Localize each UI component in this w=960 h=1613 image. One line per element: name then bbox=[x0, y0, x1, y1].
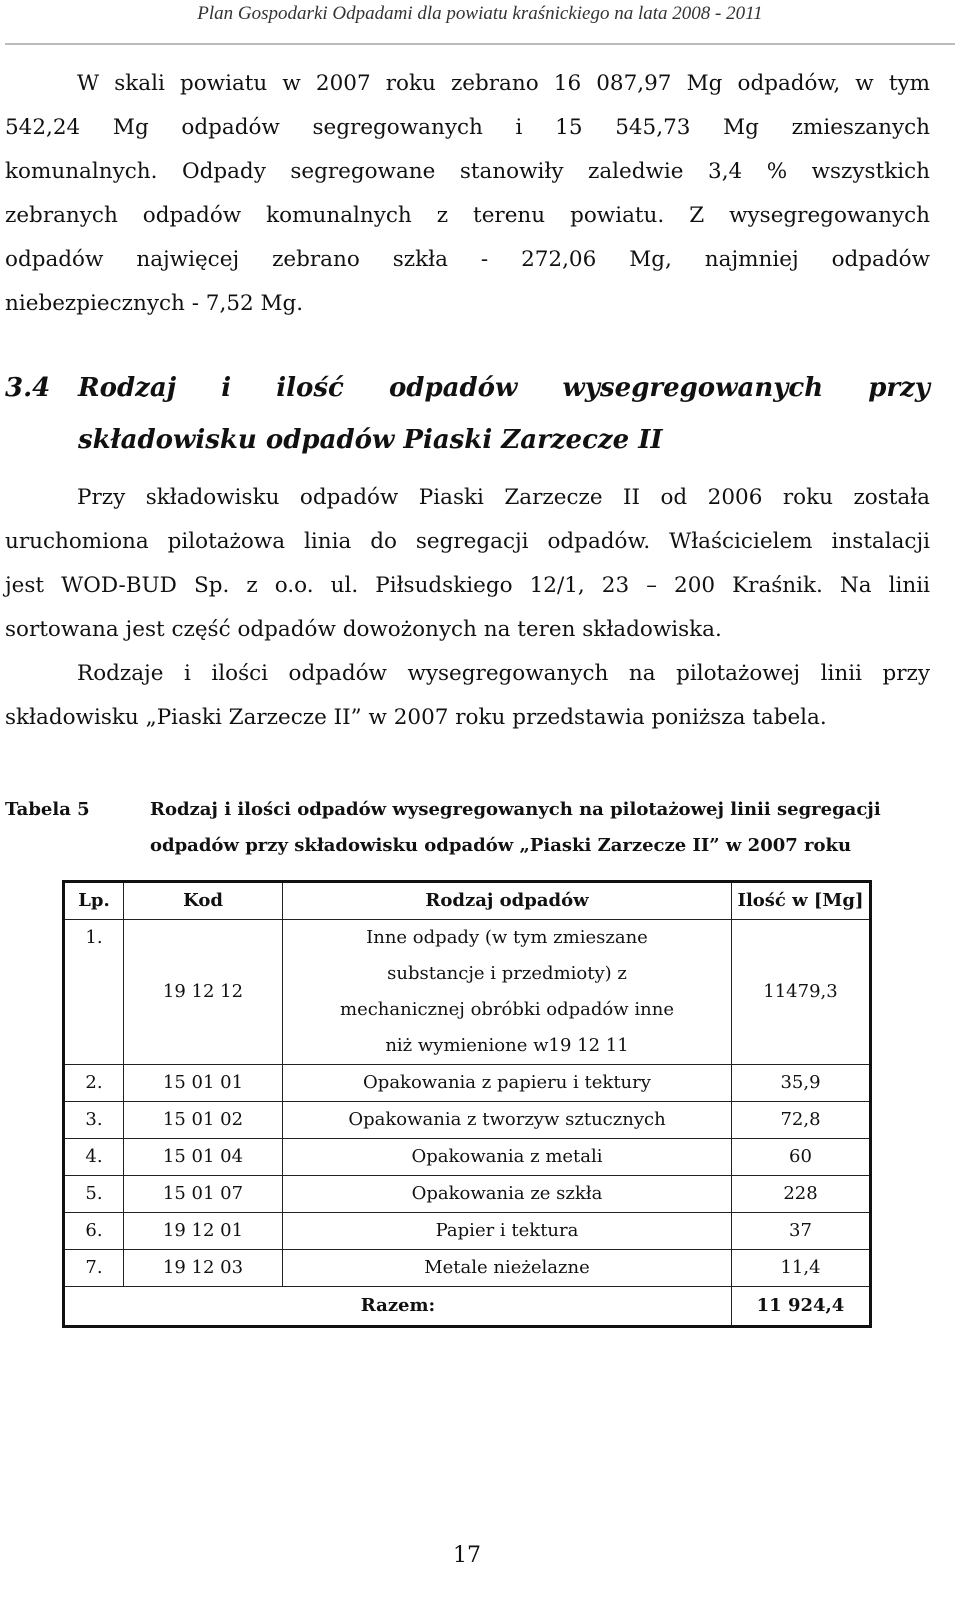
cell-kod: 15 01 01 bbox=[124, 1065, 283, 1102]
text-line: Przy składowisku odpadów Piaski Zarzecze II od 2006 roku została bbox=[77, 485, 930, 510]
waste-table bbox=[62, 880, 872, 1328]
cell-rodzaj bbox=[283, 920, 732, 1065]
cell-rodzaj: Papier i tektura bbox=[283, 1213, 732, 1250]
text-line: jest WOD-BUD Sp. z o.o. ul. Piłsudskiego 12/1, 23 – 200 Kraśnik. Na linii bbox=[5, 573, 930, 598]
cell-kod: 19 12 01 bbox=[124, 1213, 283, 1250]
cell-kod: 15 01 02 bbox=[124, 1102, 283, 1139]
table-total-row bbox=[64, 1287, 871, 1327]
cell-ilosc: 72,8 bbox=[732, 1102, 871, 1139]
section-number: 3.4 bbox=[5, 373, 51, 403]
text-line: zebranych odpadów komunalnych z terenu powiatu. Z wysegregowanych bbox=[5, 203, 930, 228]
cell-rodzaj: Opakowania ze szkła bbox=[283, 1176, 732, 1213]
header-kod: Kod bbox=[124, 882, 283, 920]
cell-rodzaj: Opakowania z metali bbox=[283, 1139, 732, 1176]
text-line: niebezpiecznych - 7,52 Mg. bbox=[5, 291, 304, 316]
cell-rodzaj: Metale nieżelazne bbox=[283, 1250, 732, 1287]
total-value: 11 924,4 bbox=[732, 1287, 871, 1327]
table-caption-line: Rodzaj i ilości odpadów wysegregowanych na pilotażowej linii segregacji bbox=[150, 799, 881, 820]
cell-lp: 7. bbox=[64, 1250, 124, 1287]
cell-kod: 19 12 03 bbox=[124, 1250, 283, 1287]
cell-rodzaj: Opakowania z tworzyw sztucznych bbox=[283, 1102, 732, 1139]
cell-rodzaj-line: mechanicznej obróbki odpadów inne bbox=[340, 999, 674, 1020]
table-row bbox=[64, 1102, 871, 1139]
cell-lp: 3. bbox=[64, 1102, 124, 1139]
intro-paragraph bbox=[5, 62, 930, 326]
cell-rodzaj-line: niż wymienione w19 12 11 bbox=[385, 1035, 629, 1056]
cell-kod: 15 01 07 bbox=[124, 1176, 283, 1213]
table-row bbox=[64, 1213, 871, 1250]
header-ilosc: Ilość w [Mg] bbox=[732, 882, 871, 920]
text-line: odpadów najwięcej zebrano szkła - 272,06 Mg, najmniej odpadów bbox=[5, 247, 930, 272]
section-heading bbox=[5, 362, 930, 466]
cell-kod: 19 12 12 bbox=[124, 920, 283, 1065]
body-paragraph bbox=[5, 476, 930, 740]
cell-lp: 6. bbox=[64, 1213, 124, 1250]
text-line: uruchomiona pilotażowa linia do segregacji odpadów. Właścicielem instalacji bbox=[5, 529, 930, 554]
table-caption-line: odpadów przy składowisku odpadów „Piaski Zarzecze II” w 2007 roku bbox=[150, 835, 852, 856]
cell-rodzaj-line: Inne odpady (w tym zmieszane bbox=[366, 927, 648, 948]
table-row bbox=[64, 1176, 871, 1213]
cell-ilosc: 228 bbox=[732, 1176, 871, 1213]
text-line: 542,24 Mg odpadów segregowanych i 15 545,73 Mg zmieszanych bbox=[5, 115, 930, 140]
table-header-row bbox=[64, 882, 871, 920]
table-label: Tabela 5 bbox=[5, 799, 90, 820]
table-caption bbox=[150, 792, 920, 864]
cell-kod: 15 01 04 bbox=[124, 1139, 283, 1176]
cell-ilosc: 60 bbox=[732, 1139, 871, 1176]
table-row bbox=[64, 1139, 871, 1176]
text-line: Rodzaje i ilości odpadów wysegregowanych na pilotażowej linii przy bbox=[77, 661, 930, 686]
header-lp: Lp. bbox=[64, 882, 124, 920]
text-line: W skali powiatu w 2007 roku zebrano 16 087,97 Mg odpadów, w tym bbox=[77, 71, 930, 96]
section-title-line: składowisku odpadów Piaski Zarzecze II bbox=[78, 425, 663, 455]
cell-lp: 1. bbox=[64, 920, 124, 1065]
cell-lp: 4. bbox=[64, 1139, 124, 1176]
text-line: składowisku „Piaski Zarzecze II” w 2007 roku przedstawia poniższa tabela. bbox=[5, 705, 827, 730]
header-divider bbox=[5, 43, 955, 45]
table-row bbox=[64, 1065, 871, 1102]
cell-ilosc: 35,9 bbox=[732, 1065, 871, 1102]
text-line: komunalnych. Odpady segregowane stanowiły zaledwie 3,4 % wszystkich bbox=[5, 159, 930, 184]
cell-lp: 2. bbox=[64, 1065, 124, 1102]
table-row bbox=[64, 920, 871, 1065]
text-line: sortowana jest część odpadów dowożonych na teren składowiska. bbox=[5, 617, 722, 642]
total-label: Razem: bbox=[64, 1287, 732, 1327]
page-number: 17 bbox=[453, 1543, 481, 1568]
cell-ilosc: 11,4 bbox=[732, 1250, 871, 1287]
page-header: Plan Gospodarki Odpadami dla powiatu kraśnickiego na lata 2008 - 2011 bbox=[197, 3, 763, 24]
table-row bbox=[64, 1250, 871, 1287]
cell-ilosc: 37 bbox=[732, 1213, 871, 1250]
cell-rodzaj-line: substancje i przedmioty) z bbox=[387, 963, 627, 984]
cell-lp: 5. bbox=[64, 1176, 124, 1213]
cell-rodzaj: Opakowania z papieru i tektury bbox=[283, 1065, 732, 1102]
header-rodzaj: Rodzaj odpadów bbox=[283, 882, 732, 920]
section-title-line: Rodzaj i ilość odpadów wysegregowanych przy bbox=[78, 373, 930, 403]
cell-ilosc: 11479,3 bbox=[732, 920, 871, 1065]
